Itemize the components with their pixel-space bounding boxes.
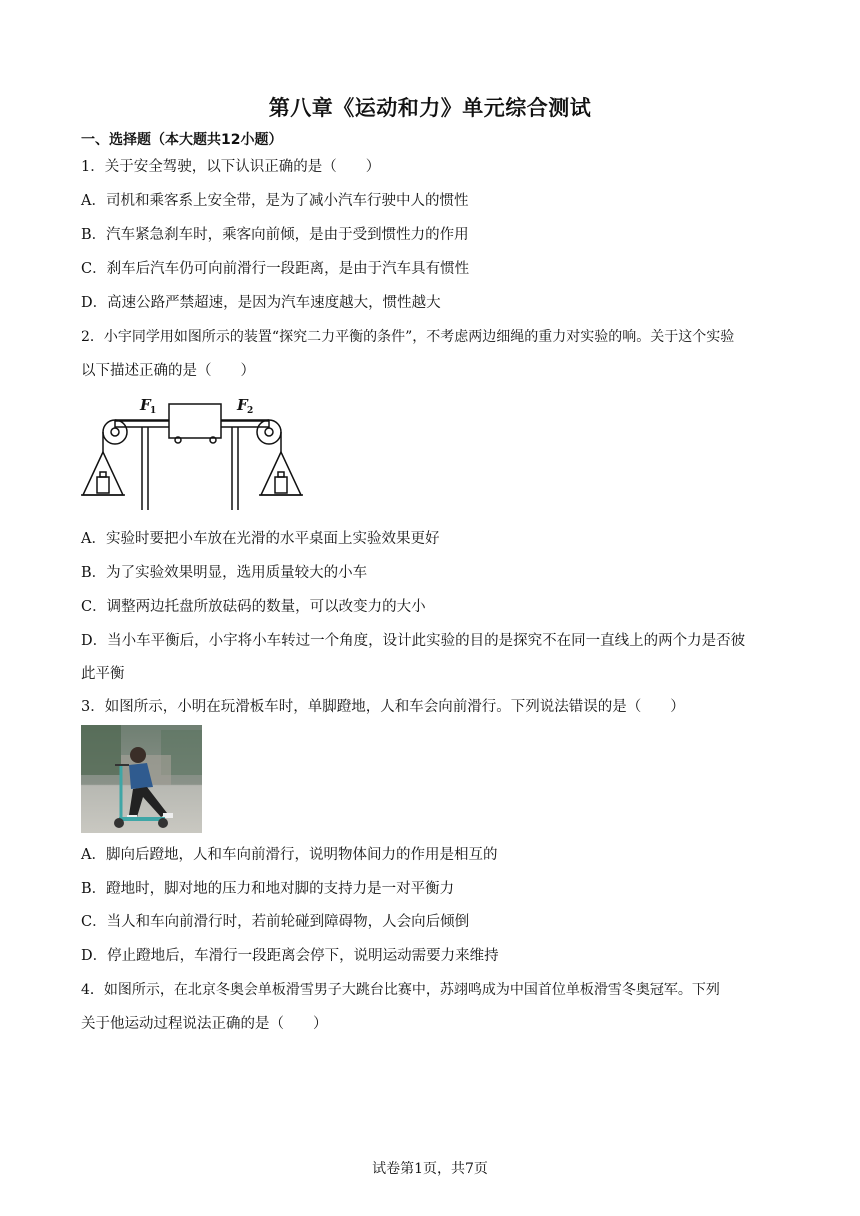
force-label-f1-subscript: 1 xyxy=(150,406,157,416)
q3-option-b: B．蹬地时，脚对地的压力和地对脚的支持力是一对平衡力 xyxy=(81,881,455,897)
q2-option-c: C．调整两边托盘所放砝码的数量，可以改变力的大小 xyxy=(81,599,426,615)
q3-option-a: A．脚向后蹬地，人和车向前滑行，说明物体间力的作用是相互的 xyxy=(81,847,498,863)
force-label-f2-subscript: 2 xyxy=(247,406,254,416)
q2-option-b: B．为了实验效果明显，选用质量较大的小车 xyxy=(81,565,368,581)
page-footer: 试卷第1页，共7页 xyxy=(372,1161,488,1177)
q4-stem-line1: 4．如图所示，在北京冬奥会单板滑雪男子大跳台比赛中，苏翊鸣成为中国首位单板滑雪冬奥冠军。下列 xyxy=(81,982,720,998)
q3-option-c: C．当人和车向前滑行时，若前轮碰到障碍物，人会向后倾倒 xyxy=(81,914,470,930)
q2-option-a: A．实验时要把小车放在光滑的水平桌面上实验效果更好 xyxy=(81,531,440,547)
q1-option-d: D．高速公路严禁超速，是因为汽车速度越大，惯性越大 xyxy=(81,295,441,311)
force-label-f1: F xyxy=(140,396,151,414)
force-label-f2: F xyxy=(237,396,248,414)
q2-option-d-line2: 此平衡 xyxy=(81,666,125,682)
q1-option-c: C．刹车后汽车仍可向前滑行一段距离，是由于汽车具有惯性 xyxy=(81,261,470,277)
balance-apparatus-figure xyxy=(80,392,305,514)
q3-option-d: D．停止蹬地后，车滑行一段距离会停下，说明运动需要力来维持 xyxy=(81,948,499,964)
scooter-photo xyxy=(81,725,202,833)
q2-option-d-line1: D．当小车平衡后，小宇将小车转过一个角度，设计此实验的目的是探究不在同一直线上的两个力是否彼 xyxy=(81,633,746,649)
q2-stem-line1: 2．小宇同学用如图所示的装置“探究二力平衡的条件”，不考虑两边细绳的重力对实验的响。关于这个实验 xyxy=(81,329,735,345)
page-title: 第八章《运动和力》单元综合测试 xyxy=(268,96,592,120)
q1-option-b: B．汽车紧急刹车时，乘客向前倾，是由于受到惯性力的作用 xyxy=(81,227,469,243)
section-heading: 一、选择题（本大题共12小题） xyxy=(81,132,283,148)
q3-stem: 3．如图所示，小明在玩滑板车时，单脚蹬地，人和车会向前滑行。下列说法错误的是（ ） xyxy=(81,699,685,715)
q1-stem: 1．关于安全驾驶，以下认识正确的是（ ） xyxy=(81,159,381,175)
q4-stem-line2: 关于他运动过程说法正确的是（ ） xyxy=(81,1016,328,1032)
q2-stem-line2: 以下描述正确的是（ ） xyxy=(81,363,255,379)
q1-option-a: A．司机和乘客系上安全带，是为了减小汽车行驶中人的惯性 xyxy=(81,193,469,209)
